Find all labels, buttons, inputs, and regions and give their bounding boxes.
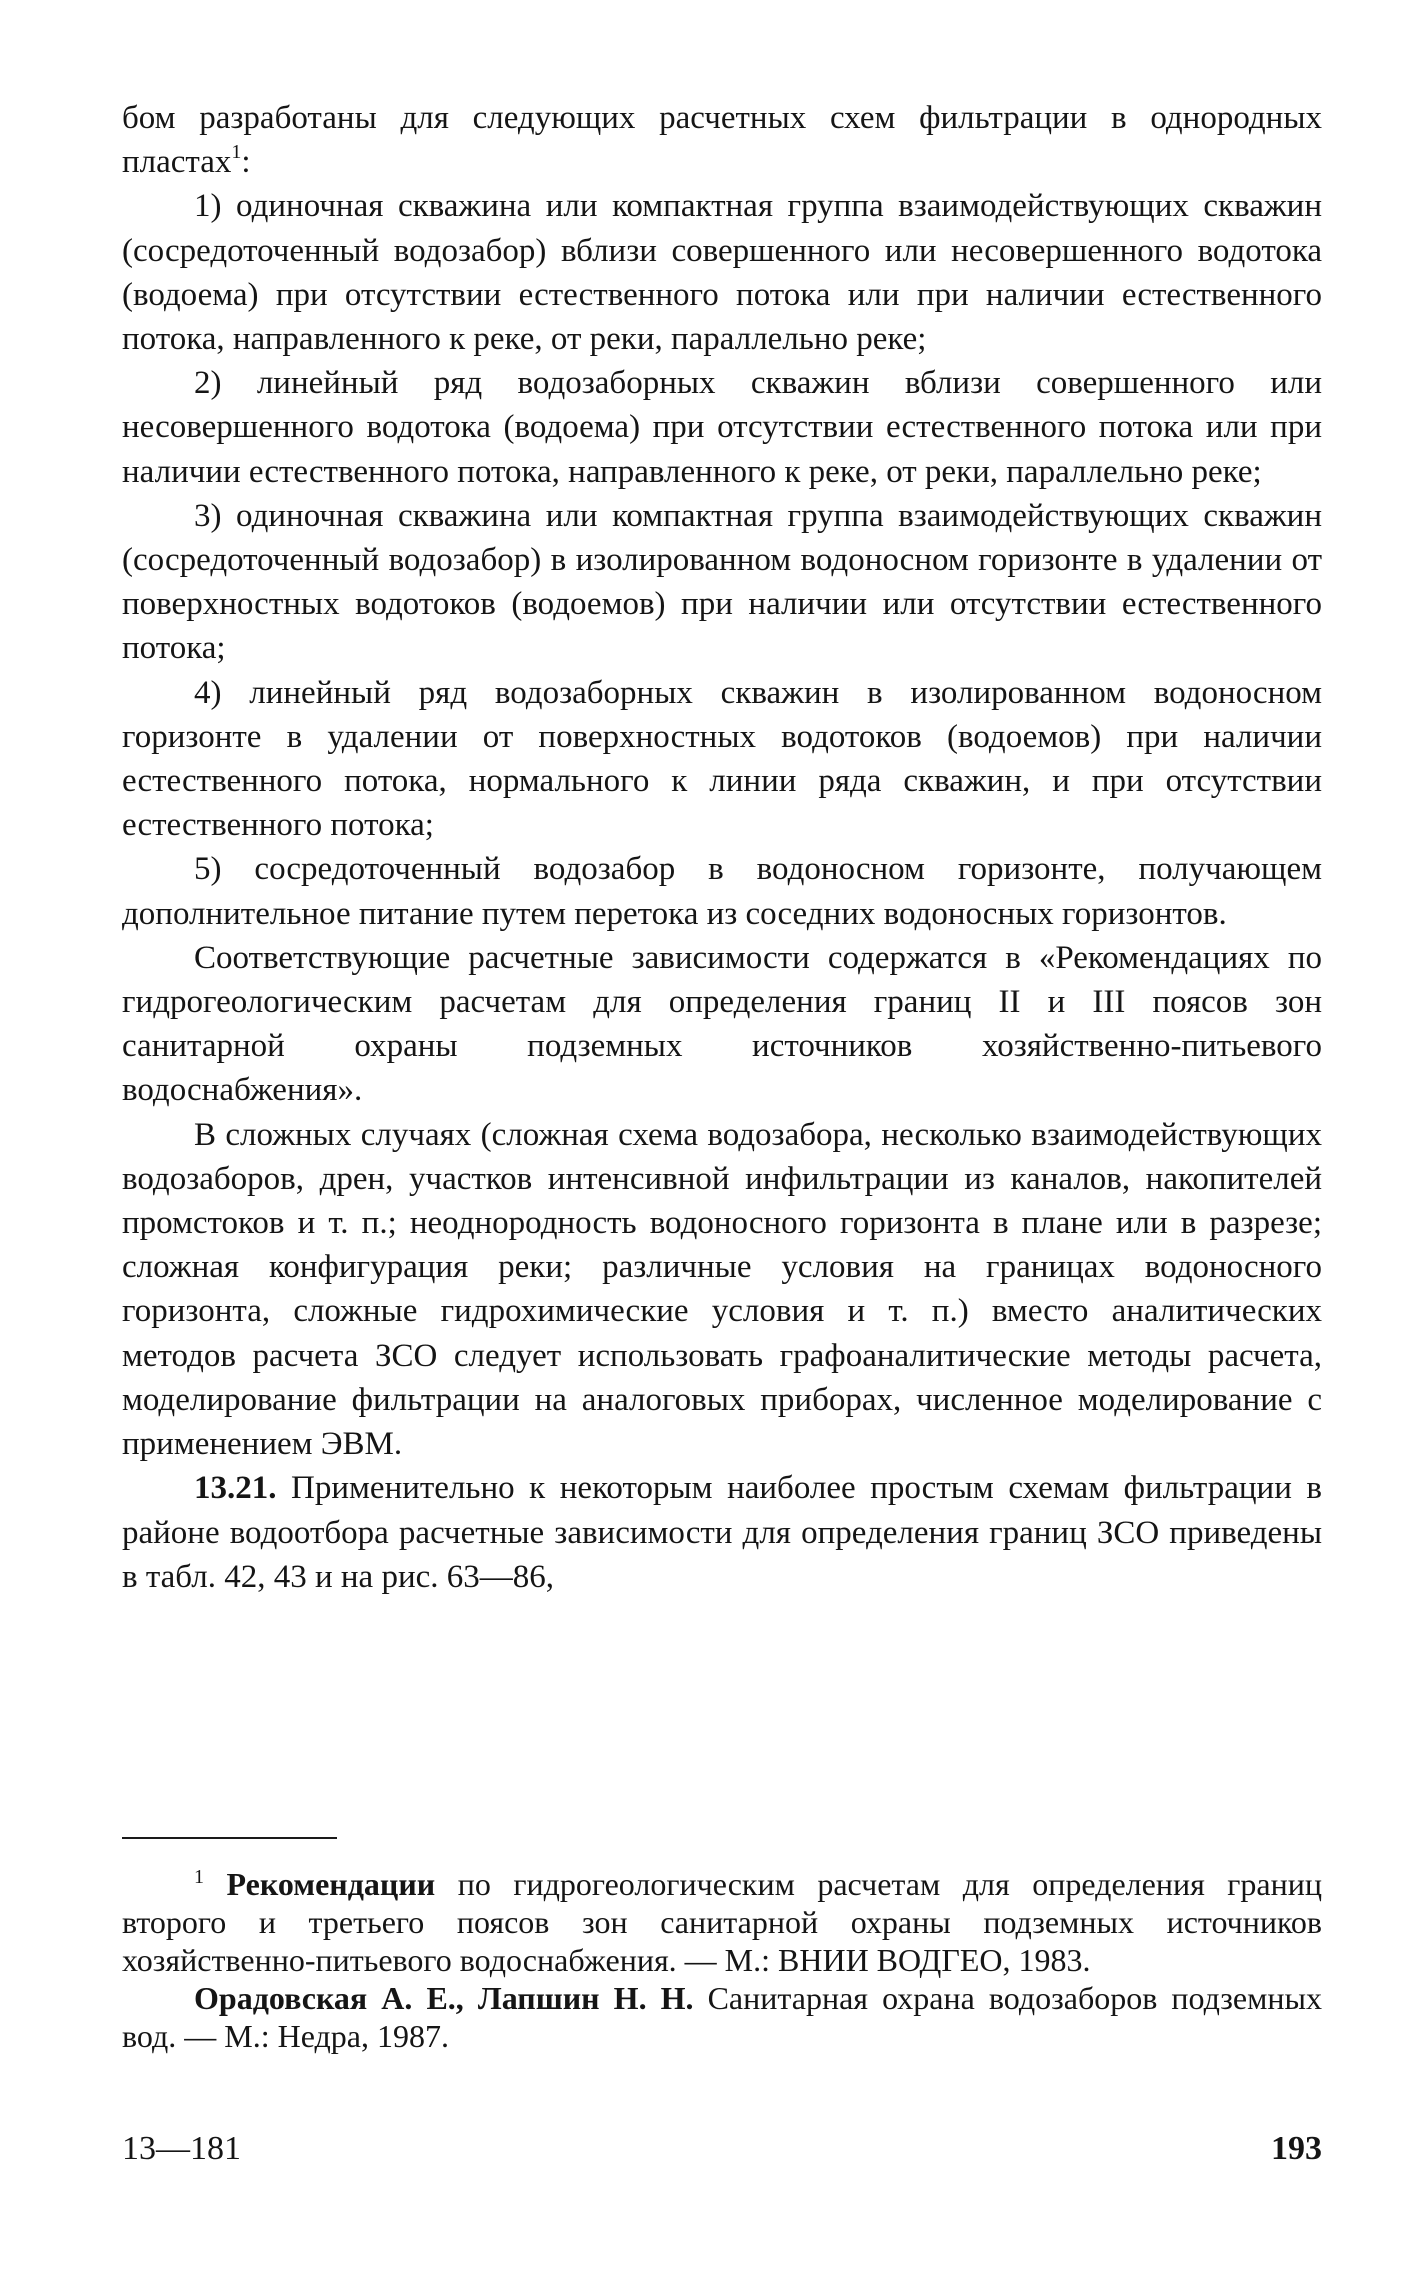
- list-item-1: 1) одиночная скважина или компактная группа взаимодействующих скважин (сосредоточенный водозабор) вблизи совершенного или несовершенного водотока (водоема) при отсутствии естественного потока или при наличии естественного потока, направленного к реке, от реки, параллельно реке;: [122, 188, 1322, 358]
- footnote-ref-1: 1: [231, 141, 242, 164]
- list-item-5: 5) сосредоточенный водозабор в водоносном горизонте, получающем дополнительное питание путем перетока из соседних водоносных горизонтов.: [122, 851, 1322, 932]
- section-13-21-paragraph: [122, 1466, 1322, 1599]
- footnote-2-authors: Орадовская А. Е., Лапшин Н. Н.: [194, 1980, 694, 2016]
- complex-cases-paragraph: В сложных случаях (сложная схема водозабора, несколько взаимодействующих водозаборов, дрен, участков интенсивной инфильтрации из каналов, накопителей промстоков и т. п.; неоднородность водоносного горизонта в плане или в разрезе; сложная конфигурация реки; различные условия на границах водоносного горизонта, сложные гидрохимические условия и т. п.) вместо аналитических методов расчета ЗСО следует использовать графоаналитические методы расчета, моделирование фильтрации на аналоговых приборах, численное моделирование с применением ЭВМ.: [122, 1116, 1322, 1463]
- footnote-1: [122, 1858, 1322, 1979]
- footnote-marker: 1: [194, 1866, 204, 1888]
- main-text-block: [122, 96, 1322, 1599]
- page-number: 193: [1271, 2130, 1322, 2167]
- footnote-divider: [122, 1837, 337, 1839]
- list-item-2: 2) линейный ряд водозаборных скважин вблизи совершенного или несовершенного водотока (водоема) при отсутствии естественного потока или при наличии естественного потока, направленного к реке, от реки, параллельно реке;: [122, 365, 1322, 490]
- footnote-2: [122, 1979, 1322, 2055]
- list-item-4: 4) линейный ряд водозаборных скважин в изолированном водоносном горизонте в удалении от поверхностных водотоков (водоемов) при наличии естественного потока, нормального к линии ряда скважин, и при отсутствии естественного потока;: [122, 674, 1322, 844]
- section-number: 13.21.: [194, 1470, 277, 1507]
- section-13-21-text: Применительно к некоторым наиболее простым схемам фильтрации в районе водоотбора расчетные зависимости для определения границ ЗСО приведены в табл. 42, 43 и на рис. 63—86,: [122, 1470, 1322, 1595]
- footnotes: [122, 1858, 1322, 2055]
- footnote-2-text: Санитарная охрана водозаборов подземных вод. — М.: Недра, 1987.: [122, 1980, 1322, 2054]
- recommendations-paragraph: Соответствующие расчетные зависимости содержатся в «Рекомендациях по гидрогеологическим расчетам для определения границ II и III поясов зон санитарной охраны подземных источников хозяйственно-питьевого водоснабжения».: [122, 939, 1322, 1109]
- intro-tail: :: [241, 144, 251, 181]
- intro-paragraph: [122, 96, 1322, 184]
- footnote-1-title: Рекомендации: [226, 1866, 436, 1902]
- list-item-3: 3) одиночная скважина или компактная группа взаимодействующих скважин (сосредоточенный водозабор) в изолированном водоносном горизонте в удалении от поверхностных водотоков (водоемов) при наличии или отсутствии естественного потока;: [122, 497, 1322, 667]
- page-footer: [122, 2130, 1322, 2180]
- printer-signature: 13—181: [122, 2130, 241, 2167]
- intro-text: бом разработаны для следующих расчетных схем фильтрации в однородных пластах: [122, 100, 1322, 181]
- footnote-1-text: по гидрогеологическим расчетам для определения границ второго и третьего поясов зон санитарной охраны подземных источников хозяйственно-питьевого водоснабжения. — М.: ВНИИ ВОДГЕО, 1983.: [122, 1866, 1323, 1978]
